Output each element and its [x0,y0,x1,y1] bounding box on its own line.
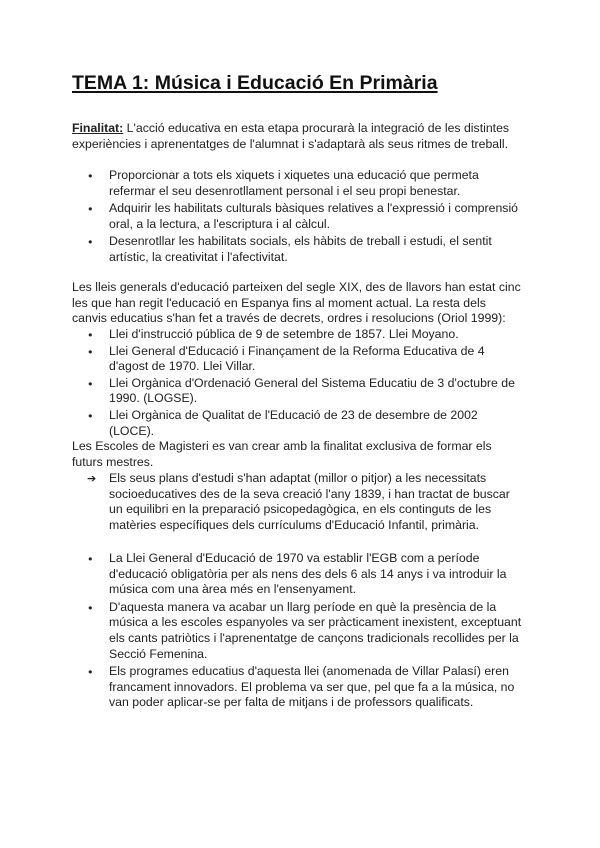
escoles-intro-paragraph: Les Escoles de Magisteri es van crear amb la finalitat exclusiva de formar els futurs mestres. [72,439,492,469]
list-item: ● Llei General d'Educació i Finançament de la Reforma Educativa de 4 d'agost de 1970. Llei Villar. [72,344,522,375]
objectives-list [72,168,522,268]
page-title: TEMA 1: Música i Educació En Primària [72,72,438,94]
list-item: ● Llei Orgànica d'Ordenació General del Sistema Educatiu de 3 d'octubre de 1990. (LOGSE). [72,376,522,407]
finalitat-paragraph [72,121,522,152]
list-item: ● Adquirir les habilitats culturals bàsiques relatives a l'expressió i comprensió oral, a la lectura, a l'escriptura i al càlcul. [72,201,522,232]
list-item: ● Els programes educatius d'aquesta llei (anomenada de Villar Palasí) eren francament innovadors. El problema va ser que, pel que fa a la música, no van poder aplicar-se per falta de mitjans i de professors qualificats. [72,664,522,711]
laws-list [72,327,522,439]
finalitat-label: Finalitat: [72,121,124,135]
list-item: ● Llei Orgànica de Qualitat de l'Educació de 23 de desembre de 2002 (LOCE). [72,408,522,439]
list-item: ● La Llei General d'Educació de 1970 va establir l'EGB com a període d'educació obligatòria per als nens des dels 6 als 14 anys i va introduir la música com una àrea més en l'ensenyament. [72,551,522,598]
egb-list [72,551,522,713]
finalitat-text: L'acció educativa en esta etapa procurarà la integració de les distintes experiències i aprenentatges de l'alumnat i s'adaptarà als seus ritmes de treball. [72,121,510,151]
list-item: ● Llei d'instrucció pública de 9 de setembre de 1857. Llei Moyano. [72,327,522,343]
laws-intro-paragraph: Les lleis generals d'educació parteixen del segle XIX, des de llavors han estat cinc les que han regit l'educació en Espanya fins al moment actual. La resta dels canvis educatius s'han fet a través de decrets, ordres i resolucions (Oriol 1999): [72,280,521,326]
list-item: ● Proporcionar a tots els xiquets i xiquetes una educació que permeta refermar el seu desenrotllament personal i el seu propi benestar. [72,168,522,199]
list-item: ● Desenrotllar les habilitats socials, els hàbits de treball i estudi, el sentit artístic, la creativitat i l'afectivitat. [72,234,522,265]
arrow-list-item: ➔ Els seus plans d'estudi s'han adaptat (millor o pitjor) a les necessitats socioeducatives des de la seva creació l'any 1839, i han tractat de buscar un equilibri en la preparació psicopedagògica, en els continguts de les matèries específiques dels currículums d'Educació Infantil, primària. [72,471,522,533]
escoles-arrow-list [72,471,522,535]
list-item: ● D'aquesta manera va acabar un llarg període en què la presència de la música a les escoles espanyoles va ser pràcticament inexistent, exceptuant els cants patriòtics i l'aprenentatge de cançons tradicionals recollides per la Secció Femenina. [72,600,522,662]
